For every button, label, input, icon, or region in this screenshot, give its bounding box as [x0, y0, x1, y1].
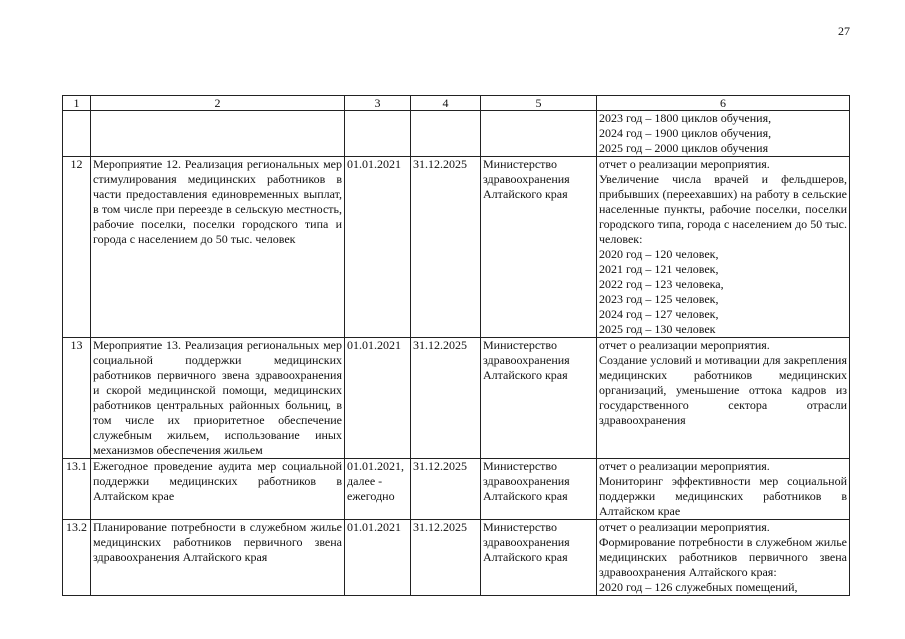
start-date-cell: [345, 111, 411, 157]
executor-cell: Министерство здравоохранения Алтайского края: [481, 459, 597, 520]
row-number: 13.2: [63, 520, 91, 596]
column-header: 6: [597, 96, 850, 111]
result-cell: [597, 520, 850, 596]
end-date-cell: [411, 111, 481, 157]
executor-cell: Министерство здравоохранения Алтайского края: [481, 338, 597, 459]
result-line: 2024 год – 127 человек,: [599, 307, 719, 321]
program-measures-table: [62, 95, 850, 596]
result-line: 2023 год – 1800 циклов обучения,: [599, 111, 772, 125]
measure-cell: Ежегодное проведение аудита мер социальной поддержки медицинских работников в Алтайском крае: [91, 459, 345, 520]
measure-cell: Мероприятие 12. Реализация региональных мер стимулирования медицинских работников в части предоставления единовременных выплат, в том числе при переезде в сельскую местность, рабочие поселки, поселки городского типа и города с населением до 50 тыс. человек: [91, 157, 345, 338]
result-line: 2021 год – 121 человек,: [599, 262, 719, 276]
result-line: Мониторинг эффективности мер социальной поддержки медицинских работников в Алтайском крае: [599, 474, 847, 518]
measure-cell: Планирование потребности в служебном жилье медицинских работников первичного звена здравоохранения Алтайского края: [91, 520, 345, 596]
page-number: 27: [838, 24, 850, 38]
row-number: 13: [63, 338, 91, 459]
column-header: 3: [345, 96, 411, 111]
result-line: 2025 год – 2000 циклов обучения: [599, 141, 769, 155]
end-date-cell: 31.12.2025: [411, 157, 481, 338]
start-date-cell: 01.01.2021: [345, 157, 411, 338]
result-cell: [597, 111, 850, 157]
result-cell: [597, 157, 850, 338]
end-date-cell: 31.12.2025: [411, 338, 481, 459]
result-line: 2024 год – 1900 циклов обучения,: [599, 126, 772, 140]
executor-cell: Министерство здравоохранения Алтайского края: [481, 157, 597, 338]
column-header: 4: [411, 96, 481, 111]
table-row: [63, 459, 850, 520]
result-line: отчет о реализации мероприятия.: [599, 157, 770, 171]
result-line: Увеличение числа врачей и фельдшеров, прибывших (переехавших) на работу в сельские населенные пункты, рабочие поселки, поселки городского типа, города с населением до 50 тыс. человек:: [599, 172, 847, 246]
start-date-cell: 01.01.2021, далее - ежегодно: [345, 459, 411, 520]
column-header: 5: [481, 96, 597, 111]
measure-cell: [91, 111, 345, 157]
result-line: отчет о реализации мероприятия.: [599, 459, 770, 473]
result-line: Формирование потребности в служебном жилье медицинских работников первичного звена здравоохранения Алтайского края:: [599, 535, 847, 579]
measure-cell: Мероприятие 13. Реализация региональных мер социальной поддержки медицинских работников первичного звена здравоохранения и скорой медицинской помощи, медицинских работников центральных районных больниц, в том числе их приоритетное обеспечение служебным жильем, использование иных механизмов обеспечения жильем: [91, 338, 345, 459]
result-line: Создание условий и мотивации для закрепления медицинских работников медицинских организаций, уменьшение оттока кадров из государственного сектора отрасли здравоохранения: [599, 353, 847, 427]
result-cell: [597, 459, 850, 520]
start-date-cell: 01.01.2021: [345, 338, 411, 459]
executor-cell: [481, 111, 597, 157]
end-date-cell: 31.12.2025: [411, 520, 481, 596]
table-row: [63, 520, 850, 596]
result-line: 2020 год – 126 служебных помещений,: [599, 580, 798, 594]
column-header: 2: [91, 96, 345, 111]
column-header: 1: [63, 96, 91, 111]
result-line: 2023 год – 125 человек,: [599, 292, 719, 306]
executor-cell: Министерство здравоохранения Алтайского края: [481, 520, 597, 596]
table-row: [63, 338, 850, 459]
result-line: 2025 год – 130 человек: [599, 322, 716, 336]
row-number: 12: [63, 157, 91, 338]
result-line: отчет о реализации мероприятия.: [599, 520, 770, 534]
result-line: 2020 год – 120 человек,: [599, 247, 719, 261]
result-cell: [597, 338, 850, 459]
row-number: [63, 111, 91, 157]
table-row: [63, 157, 850, 338]
row-number: 13.1: [63, 459, 91, 520]
table-row: [63, 111, 850, 157]
start-date-cell: 01.01.2021: [345, 520, 411, 596]
result-line: отчет о реализации мероприятия.: [599, 338, 770, 352]
result-line: 2022 год – 123 человека,: [599, 277, 724, 291]
end-date-cell: 31.12.2025: [411, 459, 481, 520]
table-header-row: [63, 96, 850, 111]
